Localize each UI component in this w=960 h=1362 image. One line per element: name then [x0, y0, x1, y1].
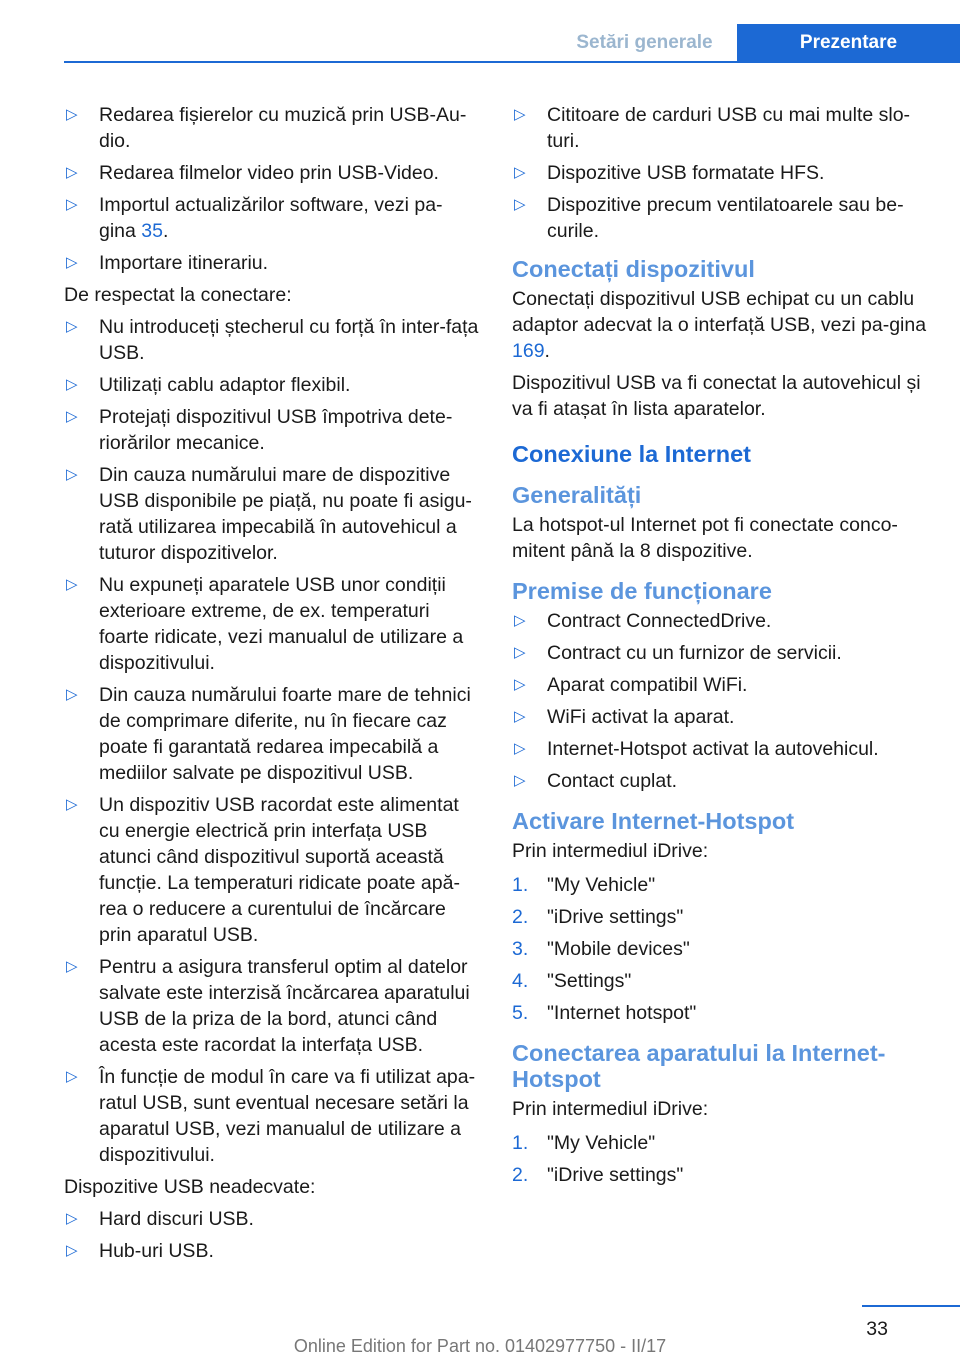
list-item: ▷ Nu introduceți ștecherul cu forță în inter‐fața USB.	[66, 316, 479, 364]
internet-connection-heading: Conexiune la Internet	[512, 441, 751, 467]
step-number: 1.	[512, 874, 529, 896]
list-item: ▷ Pentru a asigura transferul optim al datelor salvate este interzisă încărcarea aparatului USB de la priza de la bord, atunci când acesta este racordat la interfața USB.	[66, 956, 470, 1056]
list-item: ▷ Importare itinerariu.	[66, 252, 269, 274]
page-number-rule	[862, 1305, 960, 1307]
step-item: 4. "Settings"	[512, 970, 632, 992]
list-item: ▷ Din cauza numărului mare de dispozitive USB disponibile pe piață, nu poate fi asigu‐rată utilizarea impecabilă în autovehicul a tuturor dispozitivelor.	[66, 464, 472, 564]
activate-hotspot-heading: Activare Internet-Hotspot	[512, 808, 795, 834]
list-item: ▷ Cititoare de carduri USB cu mai multe slo‐turi.	[514, 104, 911, 152]
step-item: 2. "iDrive settings"	[512, 906, 684, 928]
bullet-icon: ▷	[514, 772, 526, 789]
bullet-icon: ▷	[66, 408, 78, 425]
bullet-icon: ▷	[66, 106, 78, 123]
bullet-icon: ▷	[66, 196, 78, 213]
general-paragraph: La hotspot-ul Internet pot fi conectate conco‐mitent până la 8 dispozitive.	[512, 514, 898, 562]
bullet-icon: ▷	[514, 612, 526, 629]
general-heading: Generalități	[512, 482, 642, 508]
step-item: 5. "Internet hotspot"	[512, 1002, 697, 1024]
list-item: ▷ În funcție de modul în care va fi utilizat apa‐ratul USB, sunt eventual necesare setări la aparatul USB, vezi manualul de utilizare a dispozitivului.	[66, 1066, 476, 1166]
list-item: ▷ Contact cuplat.	[514, 770, 678, 792]
list-item: ▷ Nu expuneți aparatele USB unor condiții exterioare extreme, de ex. temperaturi foarte ridicate, vezi manualul de utilizare a dispozitivului.	[66, 574, 464, 674]
unsuitable-devices-list	[64, 1206, 479, 1264]
list-item: ▷ Redarea fișierelor cu muzică prin USB-Au‐dio.	[66, 104, 467, 152]
connect-to-hotspot-heading: Conectarea aparatului la Internet-Hotspot	[512, 1040, 886, 1092]
header-tabs	[552, 24, 960, 62]
bullet-icon: ▷	[514, 164, 526, 181]
step-number: 4.	[512, 970, 529, 992]
list-item: ▷ Din cauza numărului foarte mare de tehnici de comprimare diferite, nu în fiecare caz poate fi garantată redarea impecabilă a mediilor salvate pe dispozitivul USB.	[66, 684, 471, 784]
list-item: ▷ Hard discuri USB.	[66, 1208, 254, 1230]
connect-notes-title: De respectat la conectare:	[64, 284, 292, 306]
list-item: ▷ Dispozitive USB formatate HFS.	[514, 162, 825, 184]
requirements-list	[512, 608, 927, 794]
activate-steps	[512, 872, 927, 1026]
step-item: 3. "Mobile devices"	[512, 938, 690, 960]
list-item: ▷ Aparat compatibil WiFi.	[514, 674, 748, 696]
bullet-icon: ▷	[66, 1068, 78, 1085]
header-divider	[64, 61, 960, 63]
bullet-icon: ▷	[514, 644, 526, 661]
bullet-icon: ▷	[514, 708, 526, 725]
activate-intro: Prin intermediul iDrive:	[512, 840, 709, 862]
bullet-icon: ▷	[66, 164, 78, 181]
usb-functions-list	[64, 102, 479, 276]
bullet-icon: ▷	[66, 1210, 78, 1227]
right-column	[512, 102, 927, 1194]
tab-presentation[interactable]: Prezentare	[737, 24, 960, 62]
bullet-icon: ▷	[66, 958, 78, 975]
list-item: ▷ Importul actualizărilor software, vezi pa‐gina 35.	[66, 194, 443, 242]
list-item: ▷ Hub-uri USB.	[66, 1240, 214, 1262]
bullet-icon: ▷	[514, 740, 526, 757]
requirements-heading: Premise de funcționare	[512, 578, 772, 604]
connect-device-heading: Conectați dispozitivul	[512, 256, 755, 282]
page-link[interactable]: 35	[141, 220, 163, 242]
step-number: 3.	[512, 938, 529, 960]
step-number: 5.	[512, 1002, 529, 1024]
step-number: 1.	[512, 1132, 529, 1154]
connect-device-paragraph: Conectați dispozitivul USB echipat cu un cablu adaptor adecvat la o interfață USB, vezi pa‐gina 169.	[512, 288, 927, 362]
list-item: ▷ WiFi activat la aparat.	[514, 706, 735, 728]
bullet-icon: ▷	[66, 1242, 78, 1259]
bullet-icon: ▷	[66, 796, 78, 813]
step-item: 1. "My Vehicle"	[512, 874, 656, 896]
list-item: ▷ Contract ConnectedDrive.	[514, 610, 772, 632]
connect-notes-list	[64, 314, 479, 1168]
unsuitable-devices-list-cont	[512, 102, 927, 244]
unsuitable-devices-title: Dispozitive USB neadecvate:	[64, 1176, 316, 1198]
bullet-icon: ▷	[66, 254, 78, 271]
bullet-icon: ▷	[66, 576, 78, 593]
connect-to-hotspot-intro: Prin intermediul iDrive:	[512, 1098, 709, 1120]
edition-footer: Online Edition for Part no. 01402977750 - II/17	[293, 1336, 667, 1356]
list-item: ▷ Protejați dispozitivul USB împotriva dete‐riorărilor mecanice.	[66, 406, 453, 454]
step-item: 1. "My Vehicle"	[512, 1132, 656, 1154]
step-number: 2.	[512, 906, 529, 928]
list-item: ▷ Utilizați cablu adaptor flexibil.	[66, 374, 351, 396]
step-item: 2. "iDrive settings"	[512, 1164, 684, 1186]
page-number: 33	[866, 1318, 888, 1340]
tab-general-settings[interactable]: Setări generale	[552, 24, 737, 62]
list-item: ▷ Contract cu un furnizor de servicii.	[514, 642, 842, 664]
left-column	[64, 102, 479, 1270]
step-number: 2.	[512, 1164, 529, 1186]
bullet-icon: ▷	[66, 318, 78, 335]
bullet-icon: ▷	[66, 466, 78, 483]
connect-device-result: Dispozitivul USB va fi conectat la autovehicul și va fi atașat în lista aparatelor.	[512, 372, 921, 420]
bullet-icon: ▷	[66, 376, 78, 393]
list-item: ▷ Internet-Hotspot activat la autovehicul.	[514, 738, 879, 760]
bullet-icon: ▷	[514, 676, 526, 693]
connect-to-hotspot-steps	[512, 1130, 927, 1188]
list-item: ▷ Redarea filmelor video prin USB-Video.	[66, 162, 439, 184]
bullet-icon: ▷	[514, 196, 526, 213]
list-item: ▷ Un dispozitiv USB racordat este alimentat cu energie electrică prin interfața USB atunci când dispozitivul suportă această funcție. La temperaturi ridicate poate apă‐rea o reducere a curentului de încărcare prin aparatul USB.	[66, 794, 460, 946]
bullet-icon: ▷	[514, 106, 526, 123]
list-item: ▷ Dispozitive precum ventilatoarele sau be‐curile.	[514, 194, 904, 242]
bullet-icon: ▷	[66, 686, 78, 703]
page-link[interactable]: 169	[512, 340, 545, 362]
